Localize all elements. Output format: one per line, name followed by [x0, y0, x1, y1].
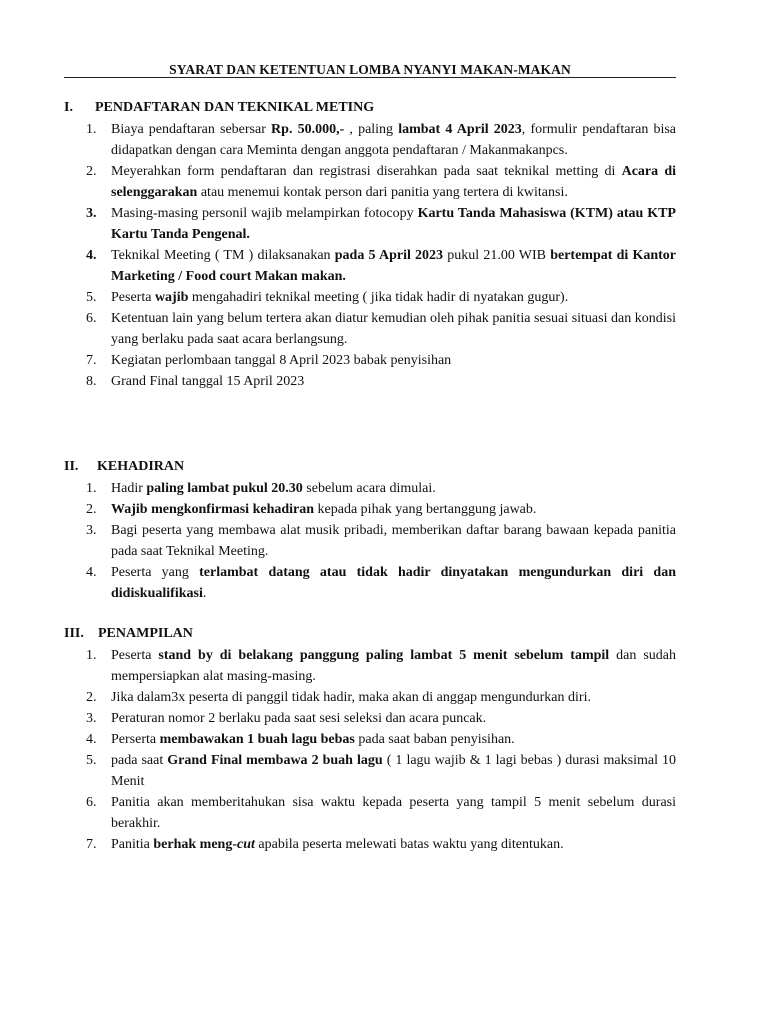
section-heading [0, 97, 768, 119]
list-item-text [111, 750, 676, 792]
section-title: PENAMPILAN [98, 626, 193, 641]
list-item [0, 792, 768, 834]
list-item [0, 834, 768, 855]
section-kehadiran [0, 456, 768, 604]
list-item-number: 3. [86, 206, 97, 221]
list-item [0, 499, 768, 520]
list-item [0, 562, 768, 604]
text-run: Jika dalam3x peserta di panggil tidak hadir, maka akan di anggap mengundurkan diri. [111, 690, 591, 705]
list-item-number: 4. [86, 248, 97, 263]
list-item-number: 1. [86, 122, 97, 137]
section-penampilan [0, 623, 768, 855]
section-title: KEHADIRAN [97, 459, 185, 474]
text-run: Peserta yang [111, 565, 200, 580]
list-item [0, 119, 768, 161]
bold-text: wajib [154, 290, 189, 305]
bold-text: stand by di belakang panggung paling lambat 5 menit sebelum tampil [158, 648, 610, 663]
list-item-number: 7. [86, 837, 97, 852]
text-run: pada saat baban penyisihan. [354, 732, 515, 747]
section-number: I. [64, 100, 73, 115]
list-item-text [111, 350, 676, 371]
list-item [0, 750, 768, 792]
list-item-text [111, 520, 676, 562]
list-item [0, 520, 768, 562]
section-number: II. [64, 459, 79, 474]
list-item-text [111, 834, 676, 855]
text-run: . [202, 586, 207, 601]
text-run: Perserta [111, 732, 160, 747]
text-run: Kegiatan perlombaan tanggal 8 April 2023 babak penyisihan [111, 353, 452, 368]
list-item [0, 729, 768, 750]
text-run: Grand Final tanggal 15 April 2023 [111, 374, 305, 389]
list-item-text [111, 499, 676, 520]
bold-text: membawakan 1 buah lagu bebas [159, 732, 355, 747]
text-run: Teknikal Meeting ( TM ) dilaksanakan [111, 248, 335, 263]
text-run: Bagi peserta yang membawa alat musik pribadi, memberikan daftar barang bawaan kepada panitia pada saat Teknikal Meeting. [111, 523, 676, 559]
section-number: III. [64, 626, 84, 641]
list-item-number: 5. [86, 290, 97, 305]
list-item-number: 6. [86, 795, 97, 810]
text-run: , paling [344, 122, 399, 137]
text-run: Peraturan nomor 2 berlaku pada saat sesi seleksi dan acara puncak. [111, 711, 487, 726]
list-item-text [111, 645, 676, 687]
title-underline [64, 77, 676, 78]
list-item-text [111, 371, 676, 392]
text-run: atau menemui kontak person dari panitia yang tertera di kwitansi. [197, 185, 568, 200]
list-item-text [111, 308, 676, 350]
bold-text: cut [237, 837, 255, 852]
text-run: Meyerahkan form pendaftaran dan registrasi diserahkan pada saat teknikal metting di [111, 164, 622, 179]
list-item [0, 287, 768, 308]
list-item [0, 708, 768, 729]
list-item [0, 245, 768, 287]
bold-text: Rp. 50.000,- [271, 122, 345, 137]
section-pendaftaran [0, 97, 768, 392]
list-item [0, 478, 768, 499]
text-run: ( 1 lagu wajib & 1 lagi bebas ) durasi maksimal 10 Menit [111, 753, 676, 789]
list-item [0, 308, 768, 350]
bold-text: berhak meng- [153, 837, 238, 852]
list-item-text [111, 792, 676, 834]
list-item-number: 3. [86, 523, 97, 538]
text-run: sebelum acara dimulai. [302, 481, 436, 496]
list-item-number: 7. [86, 353, 97, 368]
text-run: Panitia akan memberitahukan sisa waktu kepada peserta yang tampil 5 menit sebelum durasi berakhir. [111, 795, 676, 831]
bold-text: Acara di selenggarakan [111, 164, 677, 200]
text-run: Panitia [111, 837, 154, 852]
text-run: Peserta [111, 290, 155, 305]
list-item-number: 4. [86, 732, 97, 747]
bold-text: paling lambat pukul 20.30 [146, 481, 303, 496]
text-run: Ketentuan lain yang belum tertera akan diatur kemudian oleh pihak panitia sesuai situasi dan kondisi yang berlaku pada saat acara berlangsung. [111, 311, 676, 347]
list-item-number: 2. [86, 690, 97, 705]
list-item-number: 8. [86, 374, 97, 389]
bold-text: lambat 4 April 2023 [398, 122, 522, 137]
bold-text: pada 5 April 2023 [334, 248, 444, 263]
bold-text: terlambat datang atau tidak hadir dinyatakan mengundurkan diri dan didiskualifikasi [111, 565, 676, 601]
list-item-text [111, 562, 676, 604]
section-items [0, 645, 768, 855]
section-items [0, 119, 768, 392]
list-item-number: 6. [86, 311, 97, 326]
list-item-text [111, 161, 676, 203]
list-item [0, 161, 768, 203]
text-run: apabila peserta melewati batas waktu yang ditentukan. [254, 837, 564, 852]
list-item-text [111, 478, 676, 499]
list-item-number: 2. [86, 502, 97, 517]
text-run: kepada pihak yang bertanggung jawab. [314, 502, 537, 517]
section-items [0, 478, 768, 604]
text-run: Hadir [111, 481, 147, 496]
list-item-text [111, 687, 676, 708]
section-heading [0, 456, 768, 478]
text-run: , formulir pendaftaran bisa didapatkan dengan cara Meminta dengan anggota pendaftaran / Makanmakanpcs. [111, 122, 677, 158]
list-item-number: 1. [86, 648, 97, 663]
list-item-text [111, 119, 676, 161]
list-item-number: 5. [86, 753, 97, 768]
list-item [0, 203, 768, 245]
list-item-text [111, 245, 676, 287]
text-run: Biaya pendaftaran sebersar [111, 122, 272, 137]
bold-text: Wajib mengkonfirmasi kehadiran [111, 502, 315, 517]
text-run: Peserta [111, 648, 159, 663]
text-run: dan sudah mempersiapkan alat masing-masing. [111, 648, 676, 684]
section-title: PENDAFTARAN DAN TEKNIKAL METING [95, 100, 375, 115]
list-item-text [111, 729, 676, 750]
text-run: pukul 21.00 WIB [443, 248, 551, 263]
list-item [0, 350, 768, 371]
bold-text: Kartu Tanda Mahasiswa (KTM) atau KTP Kartu Tanda Pengenal. [111, 206, 676, 242]
text-run: pada saat [111, 753, 168, 768]
document-title: SYARAT DAN KETENTUAN LOMBA NYANYI MAKAN-MAKAN [169, 62, 571, 77]
list-item [0, 371, 768, 392]
list-item-number: 2. [86, 164, 97, 179]
list-item-number: 3. [86, 711, 97, 726]
text-run: Masing-masing personil wajib melampirkan fotocopy [111, 206, 418, 221]
list-item-text [111, 287, 676, 308]
list-item-number: 1. [86, 481, 97, 496]
list-item-text [111, 203, 676, 245]
section-heading [0, 623, 768, 645]
bold-text: Grand Final membawa 2 buah lagu [167, 753, 383, 768]
list-item [0, 687, 768, 708]
text-run: mengahadiri teknikal meeting ( jika tidak hadir di nyatakan gugur). [188, 290, 569, 305]
list-item [0, 645, 768, 687]
list-item-number: 4. [86, 565, 97, 580]
list-item-text [111, 708, 676, 729]
bold-text: bertempat di Kantor Marketing / Food court Makan makan. [111, 248, 677, 284]
